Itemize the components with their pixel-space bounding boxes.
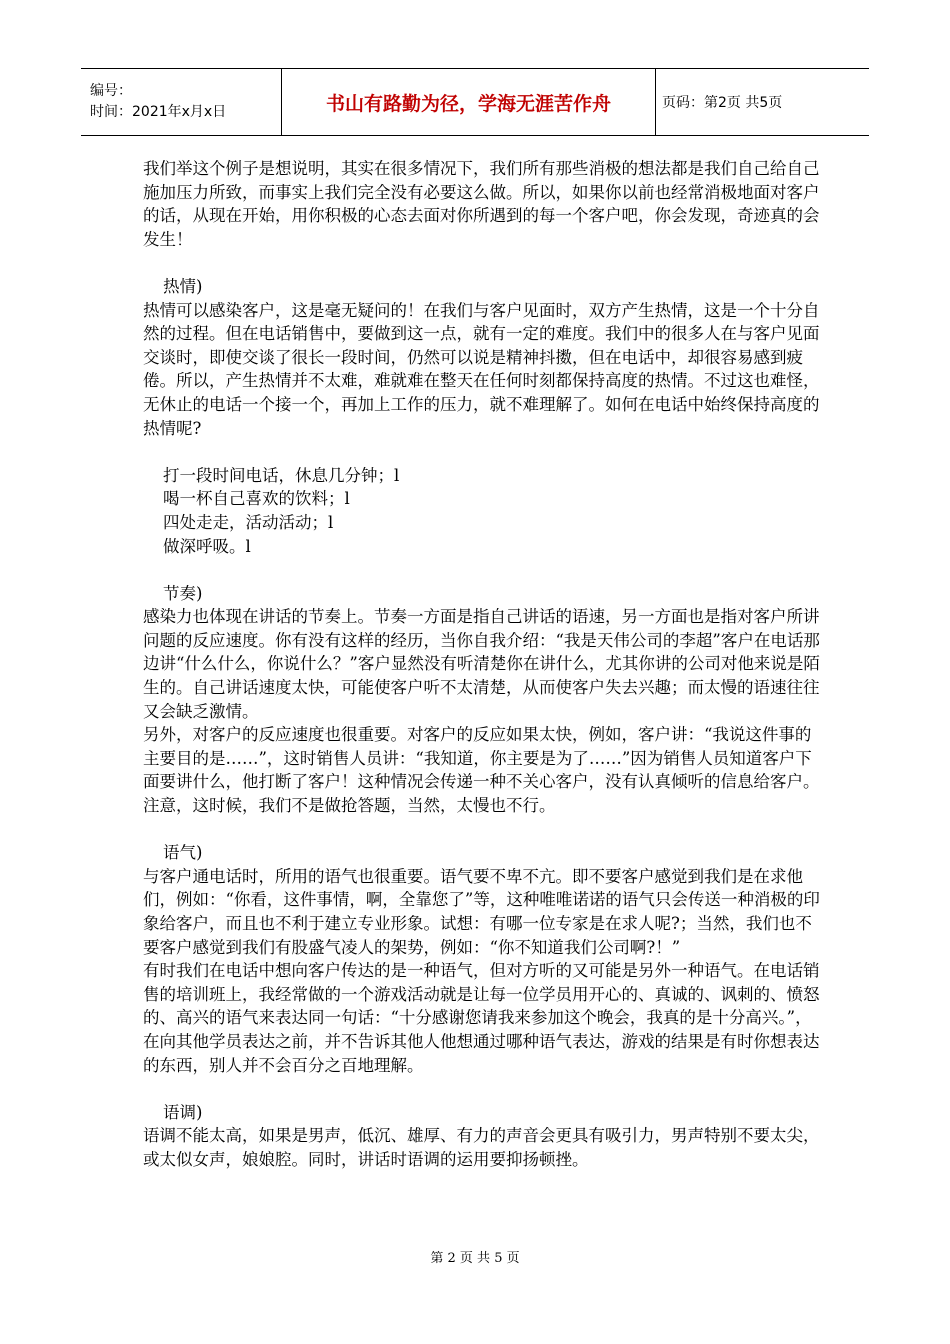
document-number-label: 编号： bbox=[90, 83, 132, 99]
intro-paragraph: 我们举这个例子是想说明，其实在很多情况下，我们所有那些消极的想法都是我们自己给自己施加压力所致，而事实上我们完全没有必要这么做。所以，如果你以前也经常消极地面对客户的话，从现在开始，用你积极的心态去面对你所遇到的每一个客户吧，你会发现，奇迹真的会发生！ bbox=[143, 159, 820, 249]
spacer bbox=[143, 1077, 823, 1101]
section-heading-enthusiasm: 热情) bbox=[163, 276, 203, 296]
section-heading-intonation: 语调) bbox=[163, 1102, 203, 1122]
page-header bbox=[81, 68, 869, 136]
tip-item: 打一段时间电话，休息几分钟；l bbox=[163, 465, 400, 485]
header-motto-cell bbox=[282, 69, 656, 135]
document-body bbox=[143, 157, 823, 1172]
tip-item: 喝一杯自己喜欢的饮料；l bbox=[163, 489, 350, 509]
page-footer: 第 2 页 共 5 页 bbox=[430, 1251, 520, 1266]
spacer bbox=[143, 558, 823, 582]
tone-paragraph-2: 有时我们在电话中想向客户传达的是一种语气，但对方听的又可能是另外一种语气。在电话销售的培训班上，我经常做的一个游戏活动就是让每一位学员用开心的、真诚的、讽刺的、愤怒的、高兴的语气来表达同一句话：“十分感谢您请我来参加这个晚会，我真的是十分高兴。”，在向其他学员表达之前，并不告诉其他人他想通过哪种语气表达，游戏的结果是有时你想表达的东西，别人并不会百分之百地理解。 bbox=[143, 961, 820, 1075]
tone-paragraph-1: 与客户通电话时，所用的语气也很重要。语气要不卑不亢。即不要客户感觉到我们是在求他们，例如：“你看，这件事情，啊，全靠您了”等，这种唯唯诺诺的语气只会传送一种消极的印象给客户，而且也不利于建立专业形象。试想：有哪一位专家是在求人呢?；当然，我们也不要客户感觉到我们有股盛气凌人的架势，例如：“你不知道我们公司啊?！” bbox=[143, 866, 820, 957]
section-heading-rhythm: 节奏) bbox=[163, 583, 203, 603]
section-heading-tone: 语气) bbox=[163, 843, 203, 863]
header-motto: 书山有路勤为径，学海无涯苦作舟 bbox=[325, 92, 611, 115]
tip-item: 做深呼吸。l bbox=[163, 536, 251, 556]
enthusiasm-paragraph: 热情可以感染客户，这是毫无疑问的！在我们与客户见面时，双方产生热情，这是一个十分自然的过程。但在电话销售中，要做到这一点，就有一定的难度。我们中的很多人在与客户见面交谈时，即使交谈了很长一段时间，仍然可以说是精神抖擞，但在电话中，却很容易感到疲倦。所以，产生热情并不太难，难就难在整天在任何时刻都保持高度的热情。不过这也难怪，无休止的电话一个接一个，再加上工作的压力，就不难理解了。如何在电话中始终保持高度的热情呢? bbox=[143, 300, 820, 438]
tip-item: 四处走走，活动活动；l bbox=[163, 512, 334, 532]
rhythm-paragraph-1: 感染力也体现在讲话的节奏上。节奏一方面是指自己讲话的语速，另一方面也是指对客户所讲问题的反应速度。你有没有这样的经历，当你自我介绍：“我是天伟公司的李超”客户在电话那边讲“什么什么，你说什么？”客户显然没有听清楚你在讲什么，尤其你讲的公司对他来说是陌生的。自己讲话速度太快，可能使客户听不太清楚，从而使客户失去兴趣；而太慢的语速往往又会缺乏激情。 bbox=[143, 607, 820, 721]
spacer bbox=[143, 440, 823, 464]
header-page-info: 页码：第2页 共5页 bbox=[662, 95, 783, 111]
document-time-label: 时间：2021年x月x日 bbox=[90, 104, 227, 120]
rhythm-paragraph-2: 另外，对客户的反应速度也很重要。对客户的反应如果太快，例如，客户讲：“我说这件事的主要目的是……”，这时销售人员讲：“我知道，你主要是为了……”因为销售人员知道客户下面要讲什么，他打断了客户！这种情况会传递一种不关心客户，没有认真倾听的信息给客户。注意，这时候，我们不是做抢答题，当然，太慢也不行。 bbox=[143, 725, 820, 816]
spacer bbox=[143, 251, 823, 275]
header-page-cell bbox=[656, 69, 869, 135]
spacer bbox=[143, 818, 823, 842]
intonation-paragraph: 语调不能太高，如果是男声，低沉、雄厚、有力的声音会更具有吸引力，男声特别不要太尖，或太似女声，娘娘腔。同时，讲话时语调的运用要抑扬顿挫。 bbox=[143, 1126, 820, 1169]
header-meta-cell bbox=[81, 69, 282, 135]
